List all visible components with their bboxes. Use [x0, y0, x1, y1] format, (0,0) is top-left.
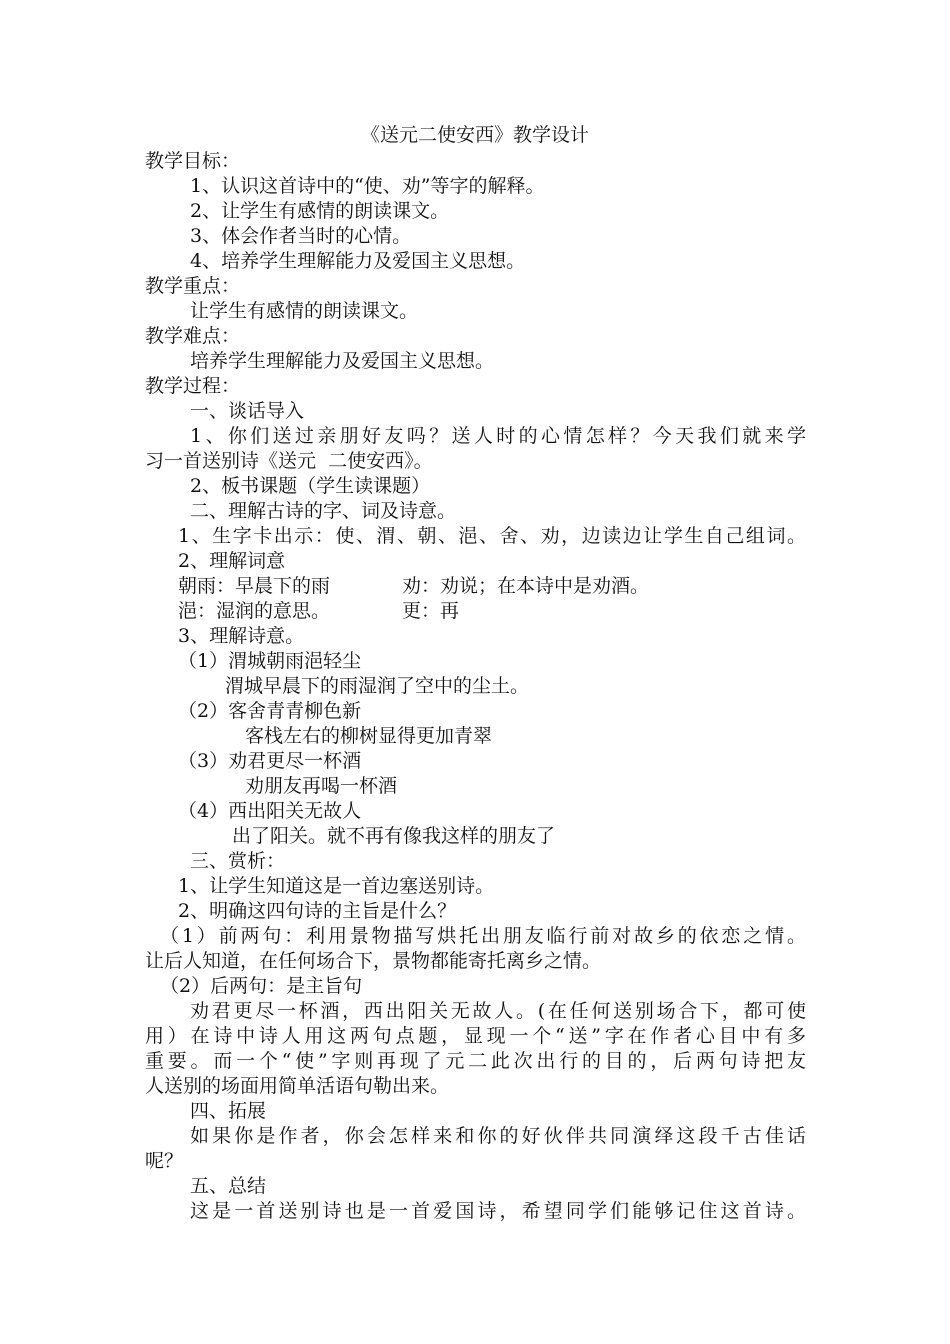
paragraph-line: 2、明确这四句诗的主旨是什么？: [178, 900, 457, 922]
verse-line: （2）客舍青青柳色新: [178, 700, 362, 722]
verse-line: （4）西出阳关无故人: [178, 800, 362, 822]
objective-item: 3、体会作者当时的心情。: [190, 225, 412, 247]
verse-meaning: 客栈左右的柳树显得更加青翠: [245, 725, 493, 747]
verse-meaning: 劝朋友再喝一杯酒: [245, 775, 398, 797]
paragraph-line: 1、你们送过亲朋好友吗？送人时的心情怎样？今天我们就来学: [190, 425, 806, 447]
vocab-term: 朝雨：早晨下的雨: [178, 575, 331, 597]
section-title: 二、理解古诗的字、词及诗意。: [190, 500, 457, 522]
paragraph-line: 人送别的场面用简单活语句勒出来。: [145, 1075, 450, 1097]
paragraph-line: 1、让学生知道这是一首边塞送别诗。: [178, 875, 495, 897]
paragraph-line: 呢？: [145, 1150, 184, 1172]
verse-line: （1）渭城朝雨浥轻尘: [178, 650, 362, 672]
paragraph-line: 2、理解词意: [178, 550, 286, 572]
paragraph-line: 习一首送别诗《送元 二使安西》。: [145, 450, 433, 472]
document-title: 《送元二使安西》教学设计: [360, 124, 589, 146]
difficulty-text: 培养学生理解能力及爱国主义思想。: [190, 350, 495, 372]
paragraph-line: 2、板书课题（学生读课题）: [190, 475, 431, 497]
objectives-heading: 教学目标：: [145, 150, 241, 172]
paragraph-line: 如果你是作者，你会怎样来和你的好伙伴共同演绎这段千古佳话: [190, 1125, 806, 1147]
paragraph-line: 用）在诗中诗人用这两句点题，显现一个“送”字在作者心目中有多: [145, 1025, 806, 1047]
difficulty-heading: 教学难点：: [145, 325, 241, 347]
vocab-term: 浥：湿润的意思。: [178, 600, 331, 622]
objective-item: 1、认识这首诗中的“使、劝”等字的解释。: [190, 175, 545, 197]
process-heading: 教学过程：: [145, 375, 241, 397]
vocab-term: 更：再: [402, 600, 460, 622]
paragraph-line: （1）前两句：利用景物描写烘托出朋友临行前对故乡的依恋之情。: [160, 925, 806, 947]
vocab-term: 劝：劝说；在本诗中是劝酒。: [402, 575, 650, 597]
section-title: 四、拓展: [190, 1100, 267, 1122]
section-title: 三、赏析：: [190, 850, 286, 872]
paragraph-line: 劝君更尽一杯酒，西出阳关无故人。(在任何送别场合下，都可使: [190, 1000, 806, 1022]
section-title: 一、谈话导入: [190, 400, 305, 422]
objective-item: 4、培养学生理解能力及爱国主义思想。: [190, 250, 526, 272]
verse-meaning: 渭城早晨下的雨湿润了空中的尘土。: [225, 675, 530, 697]
paragraph-line: 1、生字卡出示：使、渭、朝、浥、舍、劝，边读边让学生自己组词。: [178, 525, 806, 547]
verse-line: （3）劝君更尽一杯酒: [178, 750, 362, 772]
verse-meaning: 出了阳关。就不再有像我这样的朋友了: [232, 825, 556, 847]
section-title: 五、总结: [190, 1175, 267, 1197]
paragraph-line: 这是一首送别诗也是一首爱国诗，希望同学们能够记住这首诗。: [190, 1200, 806, 1222]
paragraph-line: 让后人知道，在任何场合下，景物都能寄托离乡之情。: [145, 950, 602, 972]
key-point-text: 让学生有感情的朗读课文。: [190, 300, 419, 322]
paragraph-line: （2）后两句：是主旨句: [160, 975, 363, 997]
objective-item: 2、让学生有感情的朗读课文。: [190, 200, 450, 222]
key-point-heading: 教学重点：: [145, 275, 241, 297]
paragraph-line: 3、理解诗意。: [178, 625, 305, 647]
paragraph-line: 重要。而一个“使”字则再现了元二此次出行的目的，后两句诗把友: [145, 1050, 806, 1072]
